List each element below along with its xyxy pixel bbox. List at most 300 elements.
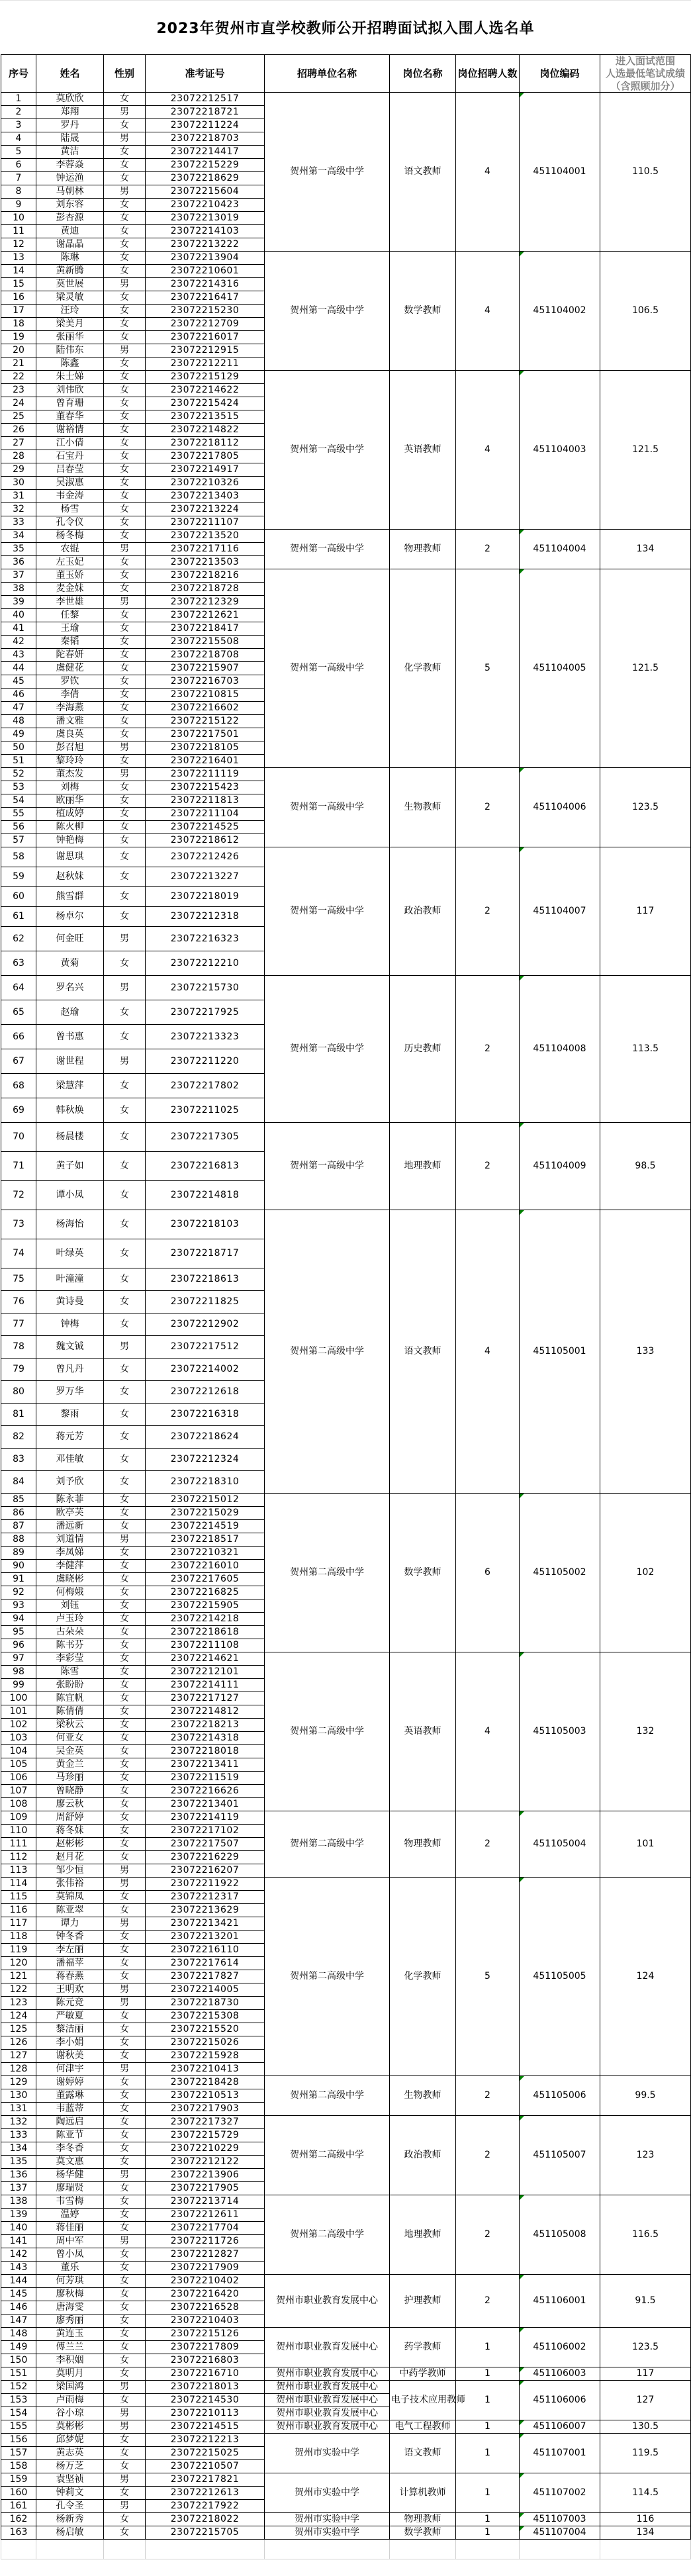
seq-cell: 16 (1, 291, 36, 305)
seq-cell: 12 (1, 238, 36, 252)
name-cell: 卢雨梅 (36, 2394, 104, 2407)
exam-id-cell: 23072218612 (146, 834, 265, 847)
name-cell: 陈鑫 (36, 358, 104, 371)
gender-cell: 女 (104, 437, 146, 450)
gender-cell: 女 (104, 1507, 146, 1520)
gender-cell: 女 (104, 1811, 146, 1825)
gender-cell: 女 (104, 556, 146, 569)
seq-cell: 105 (1, 1758, 36, 1772)
name-cell: 刘梅 (36, 781, 104, 794)
unit-cell: 贺州第二高级中学 (265, 2076, 390, 2116)
exam-id-cell: 23072211108 (146, 1639, 265, 1652)
gender-cell: 女 (104, 951, 146, 976)
code-cell: 451106001 (520, 2275, 600, 2328)
exam-id-cell: 23072213201 (146, 1931, 265, 1944)
seq-cell: 8 (1, 185, 36, 199)
gender-cell: 女 (104, 2526, 146, 2540)
seq-cell: 81 (1, 1404, 36, 1426)
seq-cell: 123 (1, 1997, 36, 2010)
name-cell: 谢世程 (36, 1049, 104, 1074)
blank-cell (146, 2540, 265, 2559)
exam-id-cell: 23072215308 (146, 2010, 265, 2023)
name-cell: 欧亭芙 (36, 1507, 104, 1520)
exam-id-cell: 23072215424 (146, 397, 265, 410)
seq-cell: 39 (1, 596, 36, 609)
seq-cell: 70 (1, 1123, 36, 1152)
name-cell: 曾凡丹 (36, 1359, 104, 1381)
exam-id-cell: 23072213323 (146, 1025, 265, 1049)
exam-id-cell: 23072218216 (146, 569, 265, 583)
name-cell: 潘远新 (36, 1520, 104, 1533)
exam-id-cell: 23072212611 (146, 2209, 265, 2222)
name-cell: 赵瑜 (36, 1000, 104, 1025)
exam-id-cell: 23072216420 (146, 2288, 265, 2301)
table-row (1, 2328, 691, 2341)
name-cell: 彭杏源 (36, 212, 104, 225)
seq-cell: 113 (1, 1864, 36, 1878)
seq-cell: 161 (1, 2500, 36, 2513)
unit-cell: 贺州市职业教育发展中心 (265, 2394, 390, 2407)
seq-cell: 84 (1, 1471, 36, 1494)
exam-id-cell: 23072215122 (146, 715, 265, 728)
excel-marker-icon (520, 2328, 524, 2332)
excel-marker-icon (520, 1494, 524, 1498)
code-cell: 451106006 (520, 2381, 600, 2420)
name-cell: 谢晶晶 (36, 238, 104, 252)
exam-id-cell: 23072215905 (146, 1599, 265, 1613)
seq-cell: 43 (1, 649, 36, 662)
name-cell: 莫世展 (36, 278, 104, 291)
table-row (1, 530, 691, 543)
name-cell: 黄连玉 (36, 2328, 104, 2341)
gender-cell: 女 (104, 172, 146, 185)
gender-cell: 女 (104, 2248, 146, 2262)
gender-cell: 男 (104, 1533, 146, 1547)
score-cell: 133 (600, 1210, 691, 1494)
exam-id-cell: 23072217614 (146, 1957, 265, 1970)
exam-id-cell: 23072216207 (146, 1864, 265, 1878)
exam-id-cell: 23072216318 (146, 1404, 265, 1426)
name-cell: 陀春妍 (36, 649, 104, 662)
exam-id-cell: 23072212621 (146, 609, 265, 622)
table-row (1, 2473, 691, 2487)
count-cell: 1 (456, 2526, 520, 2540)
gender-cell: 男 (104, 2169, 146, 2182)
exam-id-cell: 23072217821 (146, 2473, 265, 2487)
name-cell: 谢裕情 (36, 424, 104, 437)
code-cell: 451105008 (520, 2195, 600, 2275)
name-cell: 董杰发 (36, 768, 104, 781)
gender-cell: 女 (104, 1520, 146, 1533)
table-row (1, 1123, 691, 1152)
score-cell: 91.5 (600, 2275, 691, 2328)
seq-cell: 41 (1, 622, 36, 636)
code-cell: 451104008 (520, 976, 600, 1123)
score-cell: 101 (600, 1811, 691, 1878)
gender-cell: 女 (104, 265, 146, 278)
gender-cell: 女 (104, 887, 146, 907)
seq-cell: 115 (1, 1891, 36, 1904)
seq-cell: 72 (1, 1181, 36, 1210)
seq-cell: 108 (1, 1798, 36, 1811)
name-cell: 陈亚翠 (36, 1904, 104, 1917)
table-row (1, 2381, 691, 2394)
gender-cell: 女 (104, 2089, 146, 2103)
gender-cell: 男 (104, 2381, 146, 2394)
seq-cell: 82 (1, 1426, 36, 1449)
name-cell: 董春华 (36, 410, 104, 424)
gender-cell: 男 (104, 2407, 146, 2420)
seq-cell: 14 (1, 265, 36, 278)
name-cell: 梁国鸿 (36, 2381, 104, 2394)
gender-cell: 女 (104, 1705, 146, 1719)
name-cell: 黄洁 (36, 146, 104, 159)
unit-cell: 贺州市职业教育发展中心 (265, 2275, 390, 2328)
name-cell: 何金旺 (36, 927, 104, 951)
excel-marker-icon (520, 1210, 524, 1215)
score-cell: 132 (600, 1652, 691, 1811)
name-cell: 莫明月 (36, 2367, 104, 2381)
gender-cell: 男 (104, 132, 146, 146)
name-cell: 虞晓彬 (36, 1573, 104, 1586)
exam-id-cell: 23072212101 (146, 1666, 265, 1679)
gender-cell: 女 (104, 238, 146, 252)
exam-id-cell: 23072215928 (146, 2050, 265, 2063)
exam-id-cell: 23072212517 (146, 93, 265, 106)
gender-cell: 女 (104, 2394, 146, 2407)
exam-id-cell: 23072218703 (146, 132, 265, 146)
exam-id-cell: 23072218213 (146, 1719, 265, 1732)
name-cell: 卢玉玲 (36, 1613, 104, 1626)
exam-id-cell: 23072214002 (146, 1359, 265, 1381)
seq-cell: 98 (1, 1666, 36, 1679)
name-cell: 孔令圣 (36, 2500, 104, 2513)
name-cell: 李倩 (36, 689, 104, 702)
exam-id-cell: 23072214525 (146, 821, 265, 834)
exam-id-cell: 23072218721 (146, 106, 265, 119)
name-cell: 廖瑞贤 (36, 2182, 104, 2195)
gender-cell: 女 (104, 1679, 146, 1692)
name-cell: 傅兰兰 (36, 2341, 104, 2354)
code-cell: 451106007 (520, 2420, 600, 2434)
exam-id-cell: 23072212618 (146, 1381, 265, 1404)
name-cell: 莫锦凤 (36, 1891, 104, 1904)
exam-id-cell: 23072210229 (146, 2142, 265, 2156)
seq-cell: 99 (1, 1679, 36, 1692)
gender-cell: 女 (104, 450, 146, 463)
name-cell: 张盼盼 (36, 1679, 104, 1692)
name-cell: 曾小凤 (36, 2248, 104, 2262)
position-cell: 数学教师 (390, 252, 456, 371)
gender-cell: 女 (104, 1494, 146, 1507)
exam-id-cell: 23072217327 (146, 2116, 265, 2129)
exam-id-cell: 23072214822 (146, 424, 265, 437)
name-cell: 邓佳敏 (36, 1449, 104, 1471)
name-cell: 麦金妹 (36, 583, 104, 596)
gender-cell: 女 (104, 2050, 146, 2063)
exam-id-cell: 23072218624 (146, 1426, 265, 1449)
position-cell: 语文教师 (390, 1210, 456, 1494)
gender-cell: 女 (104, 1025, 146, 1049)
name-cell: 李左丽 (36, 1944, 104, 1957)
excel-marker-icon (520, 2473, 524, 2478)
count-cell: 4 (456, 252, 520, 371)
name-cell: 严敏夏 (36, 2010, 104, 2023)
name-cell: 吕春莹 (36, 463, 104, 477)
code-cell: 451105007 (520, 2116, 600, 2195)
name-cell: 赵月花 (36, 1851, 104, 1864)
page-title: 2023年贺州市直学校教师公开招聘面试拟入围人选名单 (0, 0, 691, 54)
seq-cell: 160 (1, 2487, 36, 2500)
position-cell: 英语教师 (390, 1652, 456, 1811)
seq-cell: 158 (1, 2460, 36, 2473)
gender-cell: 男 (104, 1878, 146, 1891)
seq-cell: 135 (1, 2156, 36, 2169)
table-row (1, 1652, 691, 1666)
name-cell: 温婷 (36, 2209, 104, 2222)
table-row (1, 1494, 691, 1507)
name-cell: 虞良英 (36, 728, 104, 741)
count-cell: 1 (456, 2434, 520, 2473)
gender-cell: 女 (104, 410, 146, 424)
exam-id-cell: 23072212709 (146, 318, 265, 331)
name-cell: 曾晓静 (36, 1785, 104, 1798)
gender-cell: 女 (104, 2460, 146, 2473)
code-cell: 451107003 (520, 2513, 600, 2526)
seq-cell: 83 (1, 1449, 36, 1471)
name-cell: 莫彬彬 (36, 2420, 104, 2434)
name-cell: 罗万华 (36, 1381, 104, 1404)
name-cell: 陆晟 (36, 132, 104, 146)
col-header-count: 岗位招聘人数 (456, 55, 520, 93)
score-cell: 123.5 (600, 768, 691, 847)
name-cell: 李凤娣 (36, 1547, 104, 1560)
name-cell: 谷小琼 (36, 2407, 104, 2420)
gender-cell: 女 (104, 371, 146, 384)
exam-id-cell: 23072214318 (146, 1732, 265, 1745)
exam-id-cell: 23072216528 (146, 2301, 265, 2314)
code-cell: 451106003 (520, 2367, 600, 2381)
seq-cell: 37 (1, 569, 36, 583)
exam-id-cell: 23072217102 (146, 1825, 265, 1838)
exam-id-cell: 23072211825 (146, 1291, 265, 1313)
count-cell: 2 (456, 2275, 520, 2328)
name-cell: 虞健花 (36, 662, 104, 675)
exam-id-cell: 23072214417 (146, 146, 265, 159)
gender-cell: 女 (104, 1639, 146, 1652)
name-cell: 陈元竞 (36, 1997, 104, 2010)
gender-cell: 女 (104, 516, 146, 530)
seq-cell: 117 (1, 1917, 36, 1931)
seq-cell: 11 (1, 225, 36, 238)
excel-marker-icon (520, 371, 524, 375)
seq-cell: 138 (1, 2195, 36, 2209)
table-row (1, 2367, 691, 2381)
seq-cell: 30 (1, 477, 36, 490)
gender-cell: 女 (104, 689, 146, 702)
seq-cell: 71 (1, 1152, 36, 1181)
exam-id-cell: 23072214218 (146, 1613, 265, 1626)
exam-id-cell: 23072210113 (146, 2407, 265, 2420)
name-cell: 谭力 (36, 1917, 104, 1931)
excel-marker-icon (520, 2434, 524, 2438)
seq-cell: 157 (1, 2447, 36, 2460)
unit-cell: 贺州市实验中学 (265, 2434, 390, 2473)
seq-cell: 131 (1, 2103, 36, 2116)
seq-cell: 27 (1, 437, 36, 450)
name-cell: 杨华健 (36, 2169, 104, 2182)
name-cell: 秦韬 (36, 636, 104, 649)
exam-id-cell: 23072215025 (146, 2447, 265, 2460)
gender-cell: 男 (104, 927, 146, 951)
exam-id-cell: 23072218618 (146, 1626, 265, 1639)
col-header-position: 岗位名称 (390, 55, 456, 93)
seq-cell: 36 (1, 556, 36, 569)
table-row (1, 2513, 691, 2526)
position-cell: 地理教师 (390, 1123, 456, 1210)
exam-id-cell: 23072218105 (146, 741, 265, 755)
unit-cell: 贺州第一高级中学 (265, 371, 390, 530)
name-cell: 陈亚节 (36, 2129, 104, 2142)
exam-id-cell: 23072210507 (146, 2460, 265, 2473)
exam-id-cell: 23072214005 (146, 1983, 265, 1997)
gender-cell: 女 (104, 1904, 146, 1917)
score-cell: 134 (600, 530, 691, 569)
gender-cell: 女 (104, 1891, 146, 1904)
exam-id-cell: 23072216417 (146, 291, 265, 305)
count-cell: 1 (456, 2420, 520, 2434)
exam-id-cell: 23072211813 (146, 794, 265, 808)
seq-cell: 6 (1, 159, 36, 172)
gender-cell: 女 (104, 1291, 146, 1313)
exam-id-cell: 23072215026 (146, 2036, 265, 2050)
name-cell: 郑翔 (36, 106, 104, 119)
exam-id-cell: 23072217127 (146, 1692, 265, 1705)
name-cell: 潘文雅 (36, 715, 104, 728)
name-cell: 陈火柳 (36, 821, 104, 834)
unit-cell: 贺州第一高级中学 (265, 768, 390, 847)
gender-cell: 女 (104, 821, 146, 834)
col-header-name: 姓名 (36, 55, 104, 93)
seq-cell: 3 (1, 119, 36, 132)
seq-cell: 139 (1, 2209, 36, 2222)
unit-cell: 贺州第一高级中学 (265, 530, 390, 569)
gender-cell: 男 (104, 976, 146, 1000)
exam-id-cell: 23072215230 (146, 305, 265, 318)
seq-cell: 97 (1, 1652, 36, 1666)
excel-marker-icon (520, 847, 524, 852)
code-cell: 451105004 (520, 1811, 600, 1878)
exam-id-cell: 23072214519 (146, 1520, 265, 1533)
exam-id-cell: 23072218022 (146, 2513, 265, 2526)
position-cell: 语文教师 (390, 93, 456, 252)
table-row (1, 2420, 691, 2434)
gender-cell: 女 (104, 2288, 146, 2301)
table-row (1, 93, 691, 106)
gender-cell: 女 (104, 331, 146, 344)
excel-marker-icon (520, 1878, 524, 1882)
gender-cell: 女 (104, 715, 146, 728)
table-row (1, 2526, 691, 2540)
gender-cell: 女 (104, 2328, 146, 2341)
seq-cell: 67 (1, 1049, 36, 1074)
seq-cell: 35 (1, 543, 36, 556)
seq-cell: 156 (1, 2434, 36, 2447)
seq-cell: 29 (1, 463, 36, 477)
seq-cell: 92 (1, 1586, 36, 1599)
name-cell: 植成婷 (36, 808, 104, 821)
name-cell: 韦蓝蒂 (36, 2103, 104, 2116)
gender-cell: 女 (104, 2010, 146, 2023)
exam-id-cell: 23072216602 (146, 702, 265, 715)
position-cell: 电子技术应用教师 (390, 2381, 456, 2420)
seq-cell: 32 (1, 503, 36, 516)
gender-cell: 女 (104, 305, 146, 318)
gender-cell: 女 (104, 1074, 146, 1098)
excel-marker-icon (520, 1811, 524, 1816)
seq-cell: 112 (1, 1851, 36, 1864)
seq-cell: 132 (1, 2116, 36, 2129)
name-cell: 刘予欣 (36, 1471, 104, 1494)
seq-cell: 69 (1, 1098, 36, 1123)
unit-cell: 贺州第一高级中学 (265, 252, 390, 371)
name-cell: 梁秋云 (36, 1719, 104, 1732)
name-cell: 唐海雯 (36, 2301, 104, 2314)
code-cell: 451104009 (520, 1123, 600, 1210)
seq-cell: 129 (1, 2076, 36, 2089)
seq-cell: 47 (1, 702, 36, 715)
gender-cell: 女 (104, 1239, 146, 1268)
gender-cell: 女 (104, 2341, 146, 2354)
exam-id-cell: 23072212915 (146, 344, 265, 358)
exam-id-cell: 23072217903 (146, 2103, 265, 2116)
exam-id-cell: 23072218517 (146, 1533, 265, 1547)
exam-id-cell: 23072215730 (146, 976, 265, 1000)
unit-cell: 贺州第二高级中学 (265, 2116, 390, 2195)
exam-id-cell: 23072216803 (146, 2354, 265, 2367)
unit-cell: 贺州第二高级中学 (265, 1878, 390, 2076)
score-cell: 113.5 (600, 976, 691, 1123)
gender-cell: 女 (104, 1838, 146, 1851)
position-cell: 英语教师 (390, 371, 456, 530)
exam-id-cell: 23072215520 (146, 2023, 265, 2036)
score-cell: 134 (600, 2526, 691, 2540)
seq-cell: 40 (1, 609, 36, 622)
seq-cell: 5 (1, 146, 36, 159)
seq-cell: 78 (1, 1336, 36, 1359)
seq-cell: 116 (1, 1904, 36, 1917)
unit-cell: 贺州第一高级中学 (265, 847, 390, 976)
seq-cell: 148 (1, 2328, 36, 2341)
score-cell: 119.5 (600, 2434, 691, 2473)
gender-cell: 女 (104, 2129, 146, 2142)
gender-cell: 女 (104, 1471, 146, 1494)
name-cell: 曾育珊 (36, 397, 104, 410)
seq-cell: 38 (1, 583, 36, 596)
count-cell: 2 (456, 2076, 520, 2116)
exam-id-cell: 23072217925 (146, 1000, 265, 1025)
exam-id-cell: 23072217116 (146, 543, 265, 556)
score-cell: 98.5 (600, 1123, 691, 1210)
exam-id-cell: 23072211726 (146, 2235, 265, 2248)
seq-cell: 91 (1, 1573, 36, 1586)
seq-cell: 95 (1, 1626, 36, 1639)
exam-id-cell: 23072210402 (146, 2275, 265, 2288)
gender-cell: 男 (104, 2500, 146, 2513)
seq-cell: 127 (1, 2050, 36, 2063)
seq-cell: 152 (1, 2381, 36, 2394)
seq-cell: 55 (1, 808, 36, 821)
